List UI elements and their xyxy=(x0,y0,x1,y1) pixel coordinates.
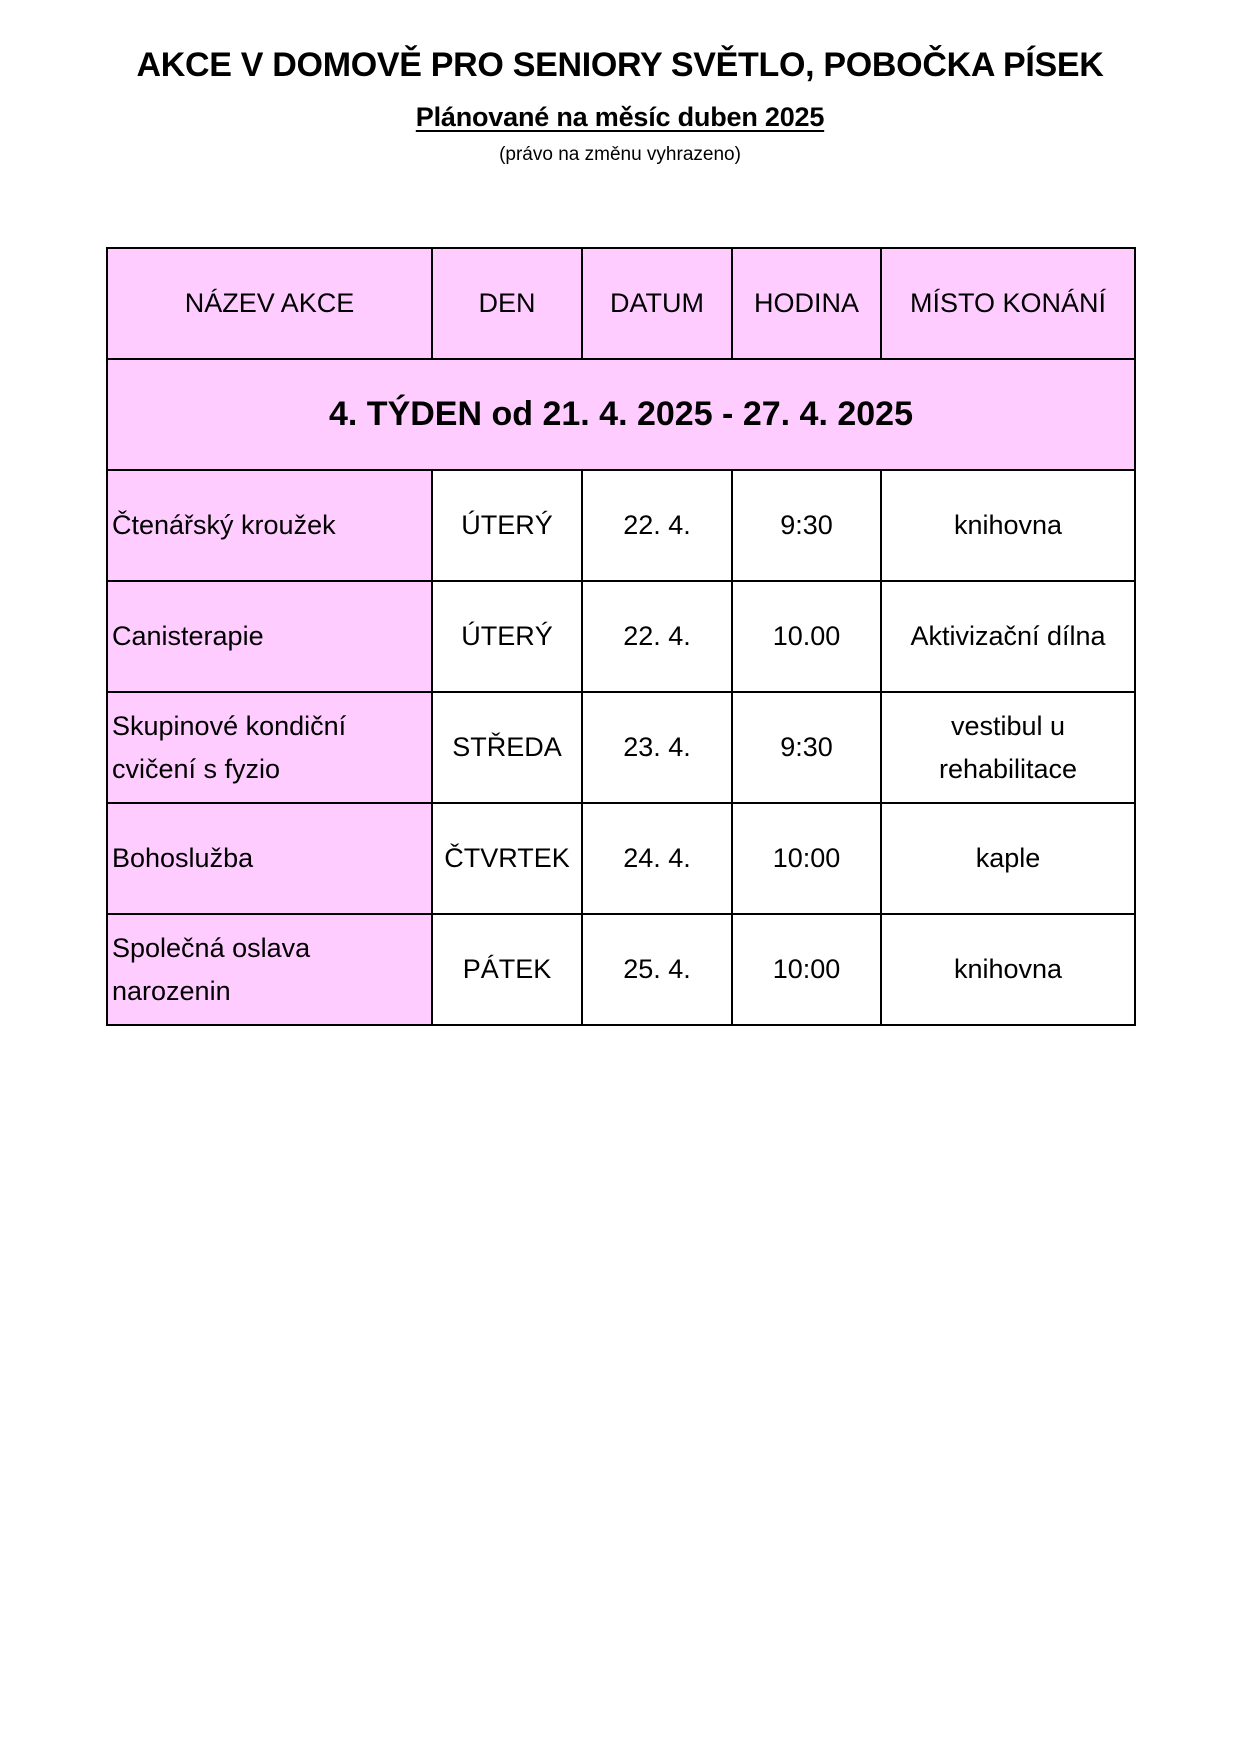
event-place: kaple xyxy=(881,803,1135,914)
page-subtitle xyxy=(0,102,1240,133)
event-time: 9:30 xyxy=(732,470,881,581)
event-place: vestibul u rehabilitace xyxy=(881,692,1135,803)
event-date: 22. 4. xyxy=(582,581,732,692)
page-title: AKCE V DOMOVĚ PRO SENIORY SVĚTLO, POBOČKA PÍSEK xyxy=(136,46,1104,84)
subtitle-text: Plánované na měsíc duben 2025 xyxy=(415,102,825,132)
event-place: Aktivizační dílna xyxy=(881,581,1135,692)
event-place: knihovna xyxy=(881,470,1135,581)
event-day: ÚTERÝ xyxy=(432,581,582,692)
event-name: Canisterapie xyxy=(107,581,432,692)
column-header-day: DEN xyxy=(432,248,582,359)
table-row xyxy=(107,581,1135,692)
column-header-place: MÍSTO KONÁNÍ xyxy=(881,248,1135,359)
table-header-row xyxy=(107,248,1135,359)
week-row xyxy=(107,359,1135,470)
events-table xyxy=(106,247,1136,1026)
table-row xyxy=(107,914,1135,1025)
table-row xyxy=(107,692,1135,803)
event-name: Skupinové kondiční cvičení s fyzio xyxy=(107,692,432,803)
event-day: STŘEDA xyxy=(432,692,582,803)
event-name: Čtenářský kroužek xyxy=(107,470,432,581)
event-time: 10:00 xyxy=(732,803,881,914)
change-note: (právo na změnu vyhrazeno) xyxy=(499,144,741,165)
event-day: ČTVRTEK xyxy=(432,803,582,914)
event-day: PÁTEK xyxy=(432,914,582,1025)
event-date: 22. 4. xyxy=(582,470,732,581)
table-row xyxy=(107,470,1135,581)
event-date: 23. 4. xyxy=(582,692,732,803)
event-time: 9:30 xyxy=(732,692,881,803)
event-place: knihovna xyxy=(881,914,1135,1025)
week-label: 4. TÝDEN od 21. 4. 2025 - 27. 4. 2025 xyxy=(107,359,1135,470)
table-row xyxy=(107,803,1135,914)
event-date: 24. 4. xyxy=(582,803,732,914)
event-name: Společná oslava narozenin xyxy=(107,914,432,1025)
event-date: 25. 4. xyxy=(582,914,732,1025)
event-time: 10.00 xyxy=(732,581,881,692)
column-header-name: NÁZEV AKCE xyxy=(107,248,432,359)
event-day: ÚTERÝ xyxy=(432,470,582,581)
column-header-date: DATUM xyxy=(582,248,732,359)
column-header-time: HODINA xyxy=(732,248,881,359)
event-time: 10:00 xyxy=(732,914,881,1025)
event-name: Bohoslužba xyxy=(107,803,432,914)
